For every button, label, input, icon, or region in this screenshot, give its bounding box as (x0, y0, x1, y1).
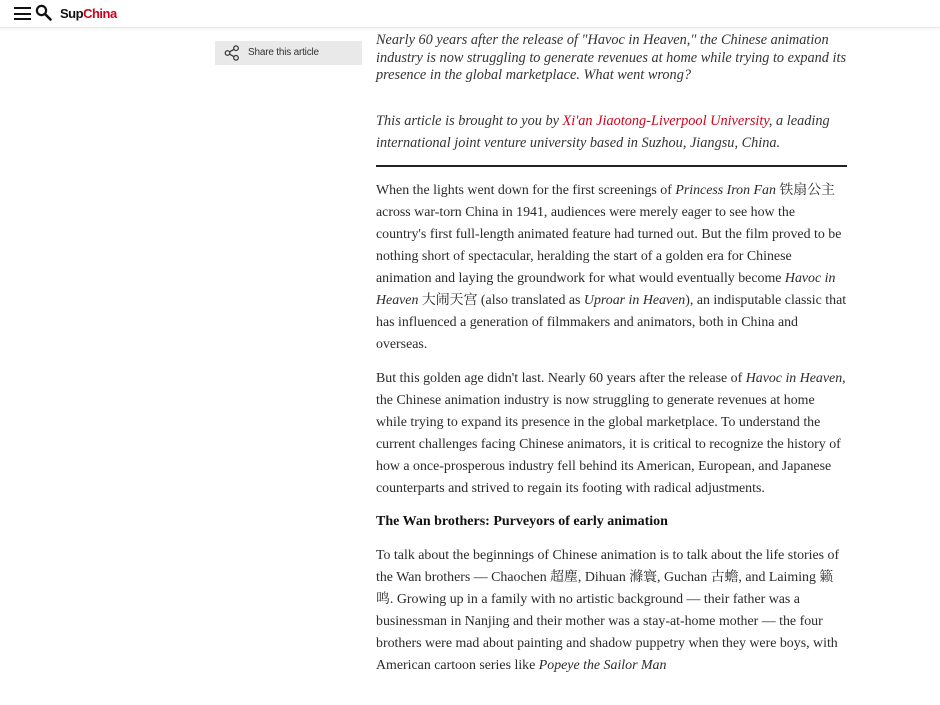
p1-text-a: When the lights went down for the first screenings of (376, 182, 676, 198)
menu-icon[interactable] (14, 7, 31, 20)
share-label: Share this article (248, 47, 319, 58)
sponsor-suffix: , a leading international joint venture university based in Suzhou, Jiangsu, China. (376, 112, 830, 151)
section-divider (376, 165, 847, 167)
sponsor-link[interactable]: Xi'an Jiaotong-Liverpool University (562, 112, 769, 129)
p1-text-g: ), an indisputable classic that has influenced a generation of filmmakers and animators, both in China and overseas. (376, 292, 847, 352)
sponsor-note (376, 110, 847, 154)
p1-text-e: 大闹天宫 (also translated as (418, 292, 584, 308)
section-subhead: The Wan brothers: Purveyors of early animation (376, 513, 668, 529)
p2-text-a: But this golden age didn't last. Nearly 60 years after the release of (376, 370, 746, 386)
page-scrollbar[interactable] (935, 27, 940, 705)
paragraph-2 (376, 368, 847, 500)
search-icon[interactable] (35, 4, 52, 21)
paragraph-1 (376, 180, 847, 356)
logo-text-china: China (83, 6, 117, 21)
top-navigation-bar (0, 0, 940, 28)
sponsor-prefix: This article is brought to you by (376, 112, 563, 129)
article-dek: Nearly 60 years after the release of "Havoc in Heaven," the Chinese animation industry is now struggling to generate revenues at home while trying to expand its presence in the global marketplace. What went wrong? (376, 32, 847, 83)
site-logo[interactable] (60, 6, 117, 21)
p1-title-princess-iron-fan: Princess Iron Fan (675, 182, 776, 198)
logo-text-sup: Sup (60, 6, 84, 21)
p1-title-havoc-in-heaven: Havoc in Heaven (376, 270, 836, 308)
p2-title-havoc-in-heaven: Havoc in Heaven (745, 370, 843, 386)
p3-text-a: To talk about the beginnings of Chinese animation is to talk about the life stories of the Wan brothers — Chaochen 超塵, Dihuan 滌寰, Guchan 古蟾, and Laiming 籁鸣. Growing up in a family with no artistic background — their father was a businessman in Nanjing and their mother was a stay-at-home mother — the four brothers were mad about painting and shadow puppetry when they were boys, with American cartoon series like (376, 547, 840, 673)
p3-title-popeye: Popeye the Sailor Man (538, 657, 667, 673)
p2-text-c: , the Chinese animation industry is now struggling to generate revenues at home while trying to expand its presence in the global marketplace. To understand the current challenges facing Chinese animators, it is critical to recognize the history of how a once-prosperous industry fell behind its American, European, and Japanese counterparts and strived to regain its footing with radical adjustments. (376, 370, 846, 496)
article-body (376, 32, 847, 677)
p1-title-uproar-in-heaven: Uproar in Heaven (583, 292, 686, 308)
share-icon (224, 45, 240, 61)
paragraph-3 (376, 545, 847, 677)
share-article-button[interactable] (215, 41, 362, 65)
p1-text-c: 铁扇公主 across war-torn China in 1941, audiences were merely eager to see how the country's first full-length animated feature had turned out. But the film proved to be nothing short of spectacular, heralding the start of a golden era for Chinese animation and laying the groundwork for what would eventually become (376, 182, 842, 286)
